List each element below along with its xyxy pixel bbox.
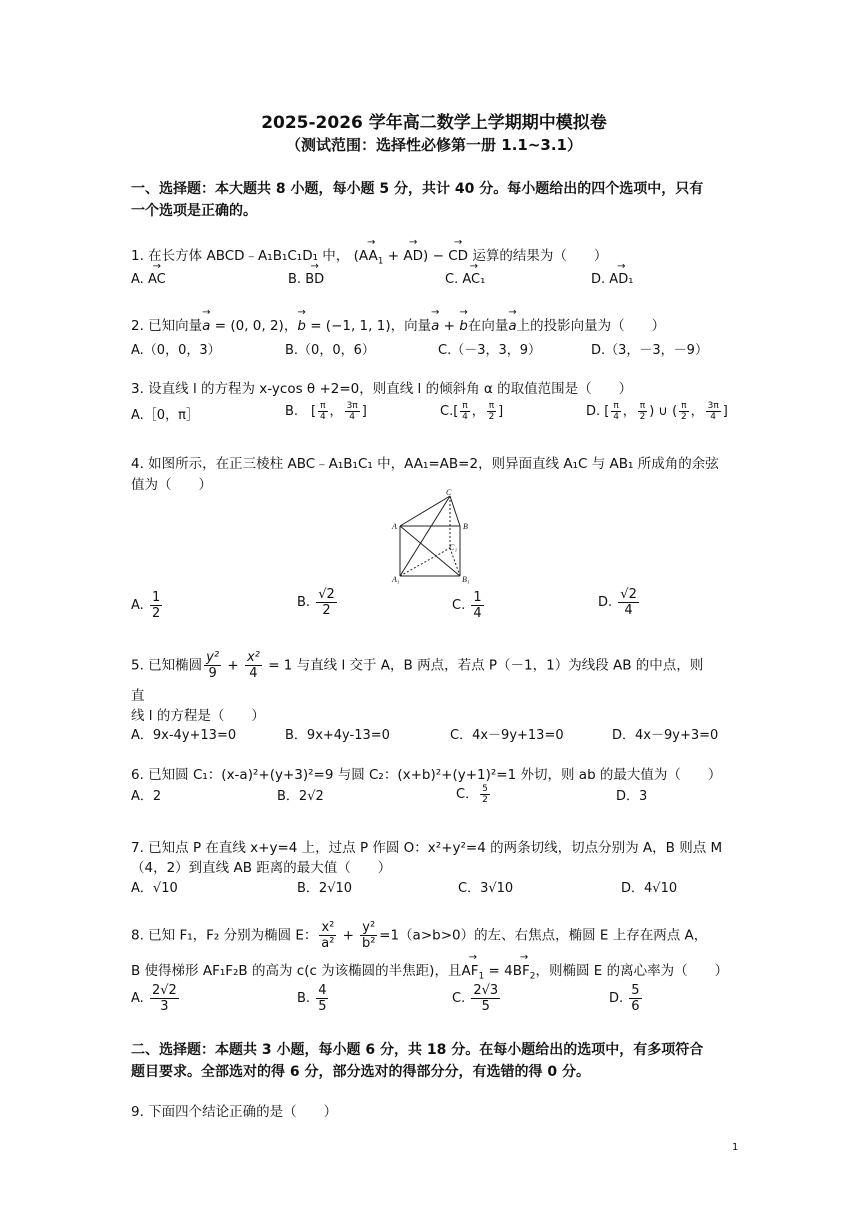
q8-option-b: B. $\frac{4}{5}$: [297, 983, 327, 1014]
label-a1: A₁: [392, 575, 400, 584]
q7-option-b: B．2√10: [297, 881, 353, 896]
q7-option-d: D．4√10: [621, 881, 678, 896]
q2-option-c: C.（－3，3，9）: [438, 343, 542, 358]
q4-option-c: C. $\frac{1}{4}$: [452, 590, 482, 621]
q3-option-d: D. [ $\frac{\pi}{4}$ ， $\frac{\pi}{2}$ ) ∪ ( $\frac{\pi}{2}$ ， $\frac{3\pi}{4}$ ]: [586, 401, 728, 422]
prism-figure: [388, 488, 480, 586]
question-1-stem: [131, 244, 607, 267]
q1-option-c: C. → AC₁: [445, 272, 485, 287]
label-b: B: [463, 522, 468, 531]
section-1-heading: 一、选择题：本大题共 8 小题，每小题 5 分，共计 40 分。每小题给出的四个选项中，只有: [131, 181, 704, 197]
question-9-stem: 9. 下面四个结论正确的是（ ）: [131, 1104, 338, 1120]
q6-option-c: C． $\frac{5}{2}$: [456, 784, 488, 805]
question-4-stem-cont: 值为（ ）: [131, 477, 212, 493]
section-2-heading: 二、选择题：本题共 3 小题，每小题 6 分，共 18 分。在每小题给出的选项中，有多项符合: [131, 1042, 704, 1058]
q4-option-d: D. $\frac{√2}{4}$: [598, 587, 637, 618]
q7-option-c: C．3√10: [458, 881, 514, 896]
q6-option-b: B．2√2: [277, 789, 324, 804]
q3-option-a: A.［0，π］: [131, 408, 199, 423]
question-7-stem-cont: （4，2）到直线 AB 距离的最大值（ ）: [131, 860, 392, 876]
q1-option-d: D. → AD₁: [591, 272, 633, 287]
section-1-heading-cont: 一个选项是正确的。: [131, 203, 257, 219]
label-c: C: [446, 488, 452, 497]
q5-option-b: B．9x+4y-13=0: [285, 728, 390, 743]
question-5-stem: 5. 已知椭圆 $\frac{\text{y²}}{9}$ + $\frac{\text{x²}}{4}$ = 1 与直线 l 交于 A，B 两点，若点 P（－1，1）为线段 AB 的中点，则: [131, 650, 704, 681]
q8-option-a: A. $\frac{2√2}{3}$: [131, 983, 177, 1014]
question-2-stem: 2. 已知向量→ a = (0, 0, 2)，→ b = (−1, 1, 1)，向量→ a + → b在向量→ a上的投影向量为（ ）: [131, 314, 665, 334]
question-8-stem: 8. 已知 F₁，F₂ 分别为椭圆 E： $\frac{\text{x²}}{\text{a²}}$ + $\frac{\text{y²}}{\text{b²}}$ =1（a>b>0）的左、右焦点，椭圆 E 上存在两点 A，: [131, 920, 708, 951]
q2-option-d: D.（3，－3，－9）: [591, 343, 708, 358]
q4-option-b: B. $\frac{√2}{2}$: [297, 587, 335, 618]
page-title: 2025-2026 学年高二数学上学期期中模拟卷: [261, 113, 607, 133]
q6-option-a: A．2: [131, 789, 162, 804]
page-number: 1: [732, 1142, 739, 1153]
q1-expression: (→ $AA_1$ + → AD) − → CD: [354, 248, 468, 264]
question-4-stem: 4. 如图所示，在正三棱柱 ABC﹣A₁B₁C₁ 中，AA₁=AB=2，则异面直线 A₁C 与 AB₁ 所成角的余弦: [131, 456, 719, 472]
label-a: A: [392, 522, 397, 531]
q8-option-c: C. $\frac{2√3}{5}$: [452, 983, 499, 1014]
page-subtitle: （测试范围：选择性必修第一册 1.1~3.1）: [286, 136, 582, 154]
q1-option-a: A. → AC: [131, 272, 166, 287]
q8-option-d: D. $\frac{5}{6}$: [609, 983, 640, 1014]
question-3-stem: 3. 设直线 l 的方程为 x-ycos θ +2=0，则直线 l 的倾斜角 α 的取值范围是（ ）: [131, 381, 633, 397]
q1-stem-tail: 运算的结果为（ ）: [472, 248, 608, 264]
label-c1: C₁: [449, 543, 458, 552]
q7-option-a: A．√10: [131, 881, 178, 896]
q2-option-b: B.（0，0，6）: [285, 343, 375, 358]
q6-option-d: D．3: [616, 789, 648, 804]
q1-stem-text: 1. 在长方体 ABCD﹣A₁B₁C₁D₁ 中，: [131, 248, 350, 264]
q5-option-c: C．4x－9y+13=0: [450, 728, 564, 743]
q5-option-a: A．9x-4y+13=0: [131, 728, 237, 743]
question-7-stem: 7. 已知点 P 在直线 x+y=4 上，过点 P 作圆 O：x²+y²=4 的两条切线，切点分别为 A，B 则点 M: [131, 840, 723, 856]
question-5-stem-cont: 直: [131, 688, 145, 704]
q3-option-b: B. [ $\frac{\pi}{4}$ ， $\frac{3\pi}{4}$ ]: [285, 401, 367, 422]
q3-option-c: C.[ $\frac{\pi}{4}$ ， $\frac{\pi}{2}$ ]: [440, 401, 504, 422]
section-2-heading-cont: 题目要求。全部选对的得 6 分，部分选对的得部分分，有选错的得 0 分。: [131, 1064, 590, 1080]
q5-option-d: D．4x－9y+3=0: [612, 728, 719, 743]
q2-option-a: A.（0，0，3）: [131, 343, 221, 358]
q4-option-a: A. $\frac{1}{2}$: [131, 590, 161, 621]
question-6-stem: 6. 已知圆 C₁：(x-a)²+(y+3)²=9 与圆 C₂：(x+b)²+(y+1)²=1 外切，则 ab 的最大值为（ ）: [131, 767, 722, 783]
question-8-stem-cont: B 使得梯形 AF₁F₂B 的高为 c(c 为该椭圆的半焦距)，且→ $AF_1 = 4\to BF_2$，则椭圆 E 的离心率为（ ）: [131, 959, 728, 982]
question-5-stem-cont2: 线 l 的方程是（ ）: [131, 708, 265, 724]
q1-option-b: B. → BD: [288, 272, 324, 287]
label-b1: B₁: [462, 575, 470, 584]
